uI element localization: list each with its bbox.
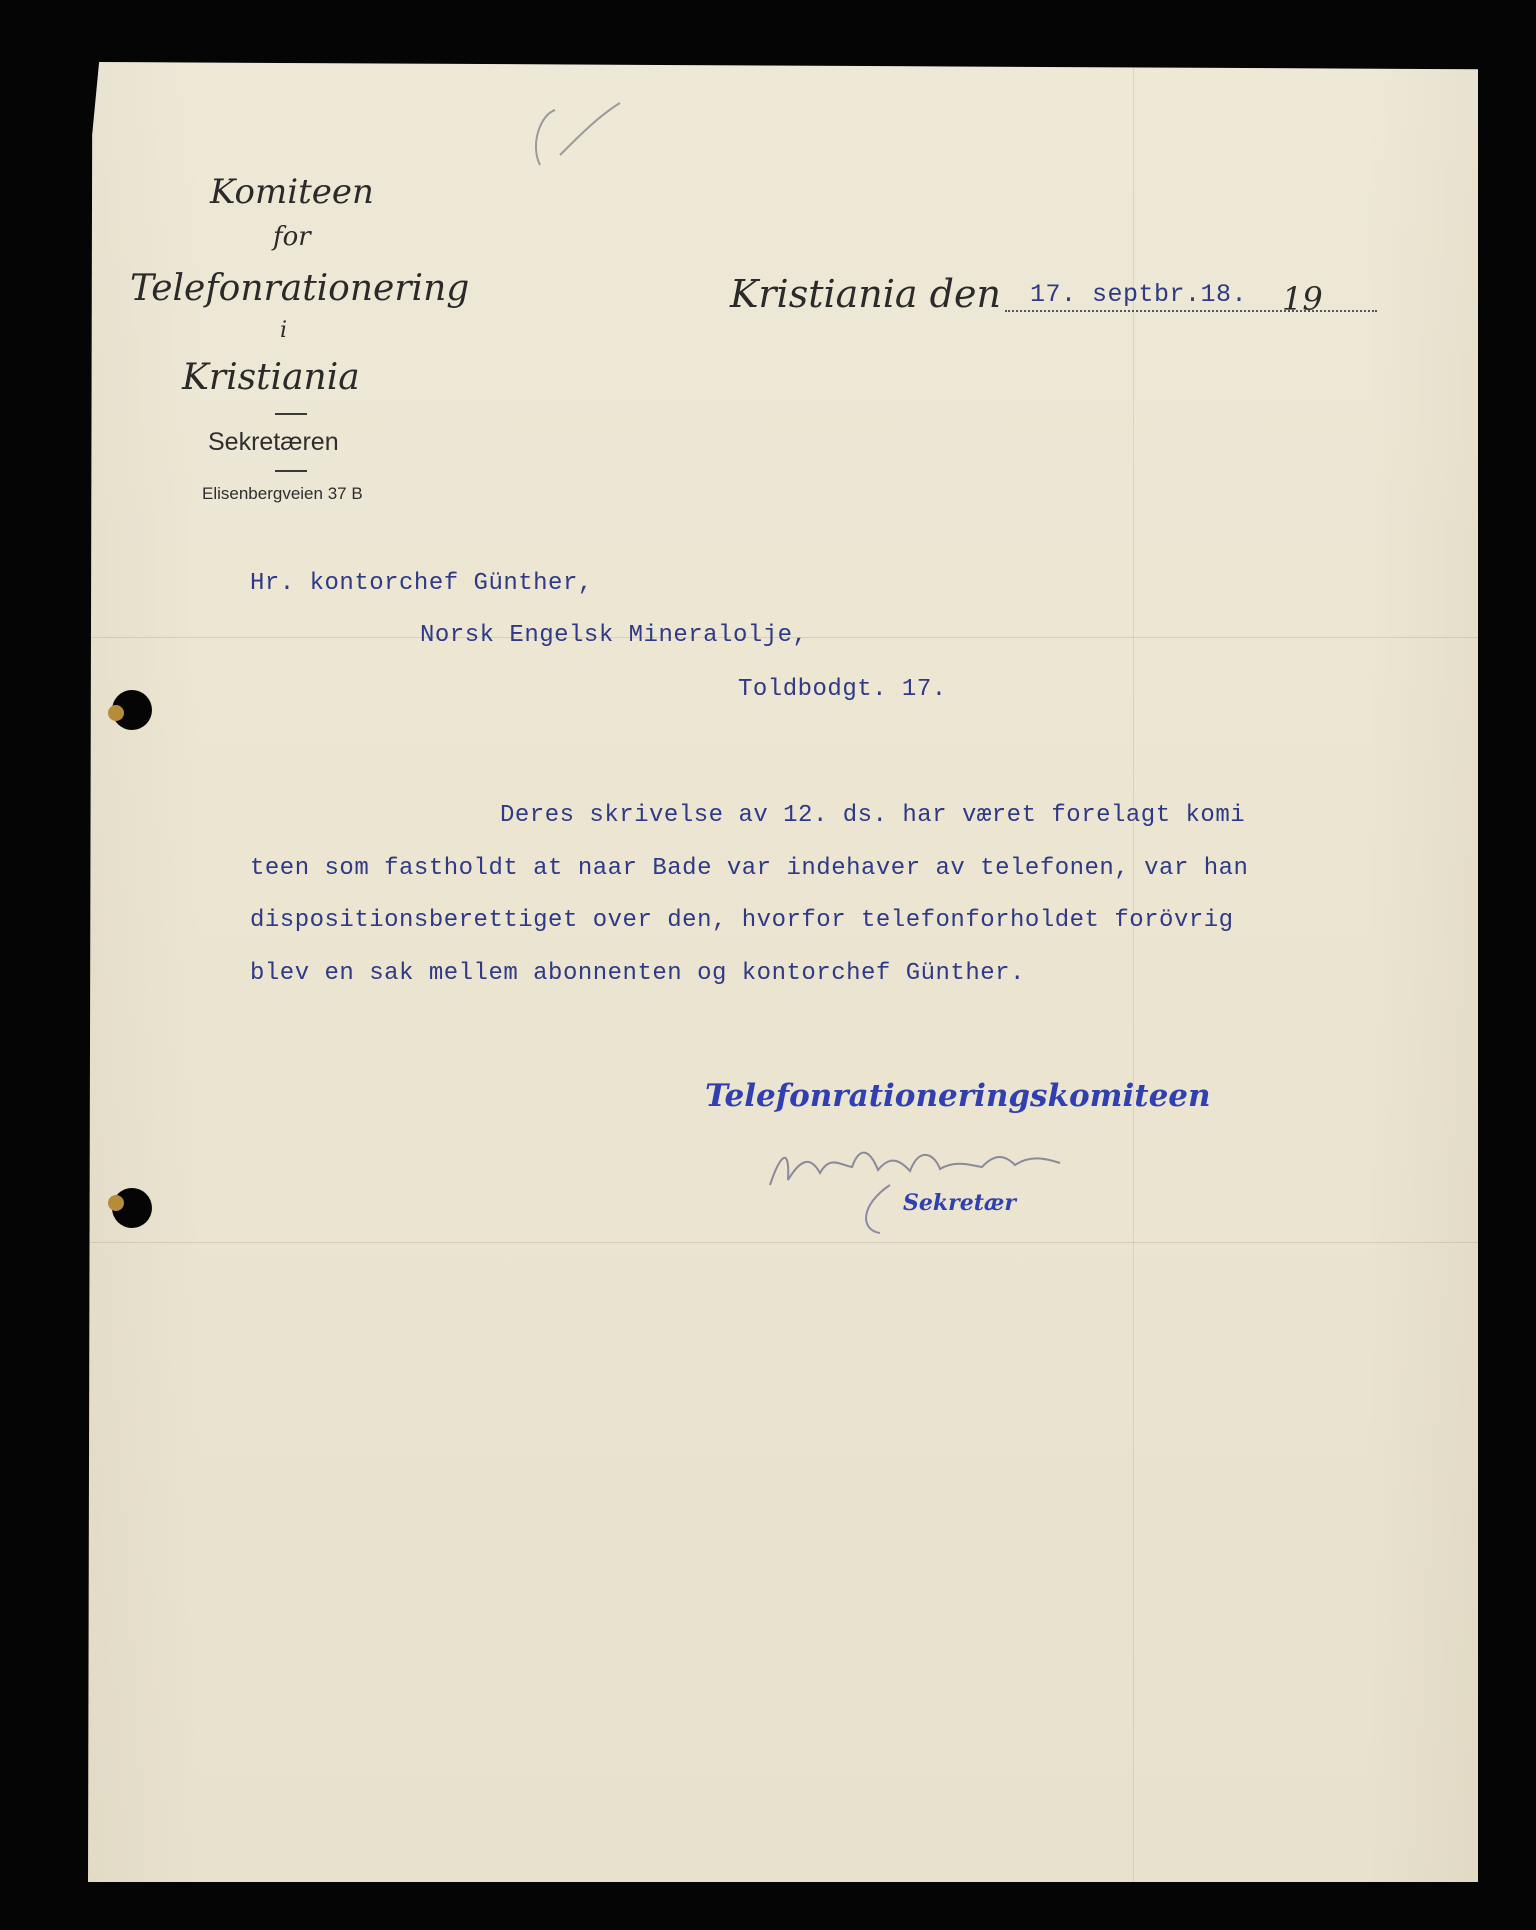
dateline-date: 17. septbr.18.: [1030, 280, 1248, 309]
rust-stain-lower: [108, 1195, 124, 1211]
body-line-1: Deres skrivelse av 12. ds. har været forelagt komi: [500, 802, 1246, 829]
body-line-4: blev en sak mellem abonnenten og kontorchef Günther.: [250, 960, 1025, 987]
letterhead-divider-bottom: [275, 470, 307, 472]
letterhead-telefonrationering: Telefonrationering: [130, 268, 470, 309]
signature-stamp-name: Telefonrationeringskomiteen: [705, 1078, 1211, 1114]
letterhead-for: for: [273, 222, 311, 252]
body-line-3: dispositionsberettiget over den, hvorfor telefonforholdet forövrig: [250, 907, 1234, 934]
letterhead-i: i: [280, 318, 288, 343]
letterhead-address: Elisenbergveien 37 B: [202, 484, 363, 503]
dateline-place: Kristiania den: [730, 272, 1001, 316]
body-line-2: teen som fastholdt at naar Bade var indehaver av telefonen, var han: [250, 855, 1249, 882]
letterhead-committee: Komiteen: [210, 172, 374, 212]
recipient-name: Hr. kontorchef Günther,: [250, 570, 593, 597]
letterhead-kristiania: Kristiania: [182, 357, 360, 398]
letterhead-divider-top: [275, 413, 307, 415]
recipient-address: Toldbodgt. 17.: [738, 676, 947, 703]
fold-line-vertical: [1133, 62, 1134, 1882]
signature-title: Sekretær: [903, 1190, 1016, 1216]
pencil-check-mark: [520, 95, 630, 175]
rust-stain-upper: [108, 705, 124, 721]
handwritten-signature: [760, 1125, 1090, 1245]
dateline-year-prefix: 19: [1282, 280, 1323, 318]
recipient-company: Norsk Engelsk Mineralolje,: [420, 622, 808, 649]
letterhead-office: Sekretæren: [208, 428, 339, 456]
